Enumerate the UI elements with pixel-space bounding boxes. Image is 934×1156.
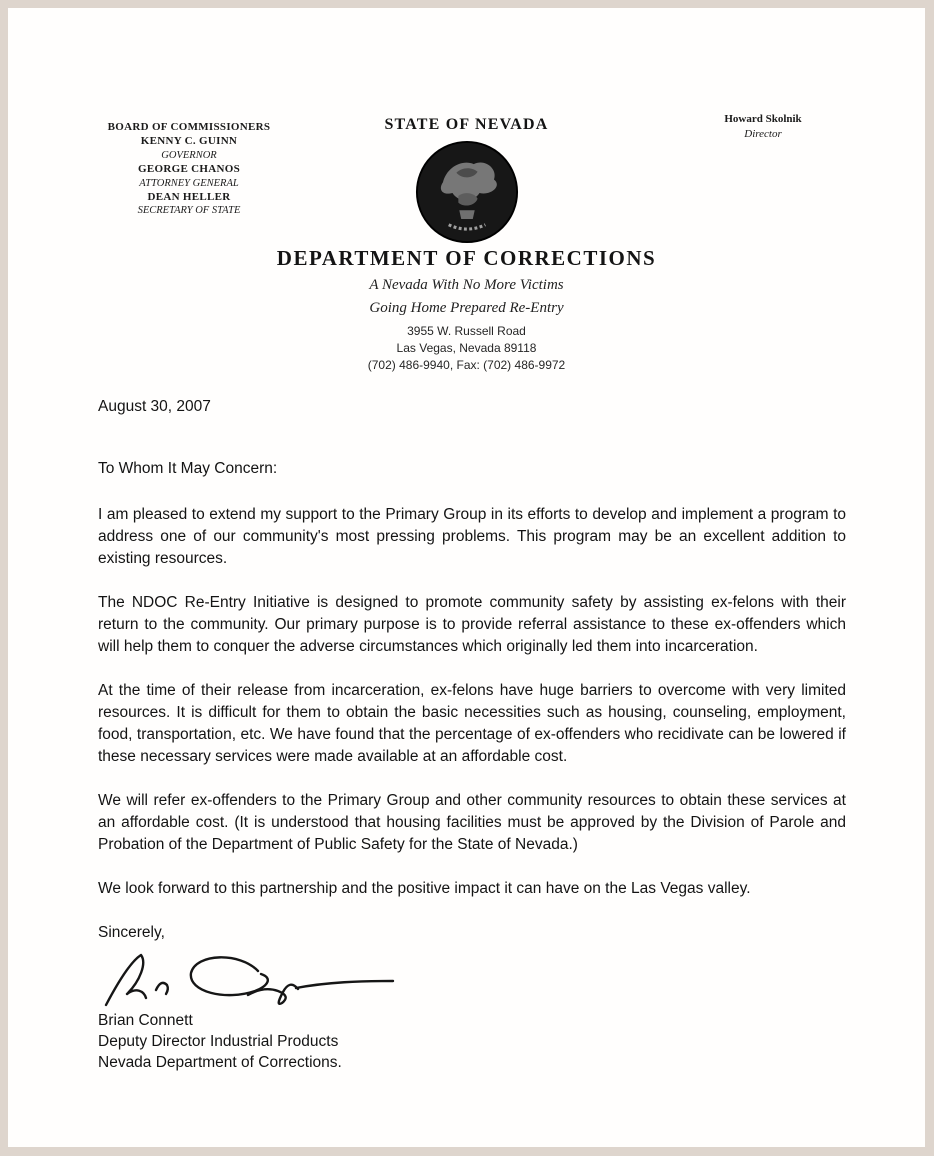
address-city: Las Vegas, Nevada 89118 (396, 340, 537, 355)
paragraph-2: The NDOC Re-Entry Initiative is designed to promote community safety by assisting ex-felons with their return to the community. Our primary purpose is to provide referral assistance to these ex-offenders which will help them to conquer the adverse circumstances which originally led them into incarceration. (98, 594, 846, 655)
letter-body (98, 396, 846, 1073)
governor-name: KENNY C. GUINN (140, 135, 238, 148)
salutation: To Whom It May Concern: (98, 460, 278, 477)
handwritten-signature (100, 948, 400, 1010)
secretary-of-state-title: SECRETARY OF STATE (137, 205, 241, 217)
signature-block (98, 1010, 846, 1073)
attorney-general-title: ATTORNEY GENERAL (139, 177, 239, 189)
closing: Sincerely, (98, 924, 165, 941)
address-phone: (702) 486-9940, Fax: (702) 486-9972 (367, 357, 566, 372)
director-title: Director (744, 127, 782, 140)
signer-title: Deputy Director Industrial Products (98, 1033, 339, 1050)
address-block (8, 323, 925, 373)
paragraph-1: I am pleased to extend my support to the Primary Group in its efforts to develop and implement a program to address one of our community's most pressing problems. This program may be an excellent addition to existing resources. (98, 506, 846, 567)
letterhead-center (8, 116, 925, 373)
attorney-general-name: GEORGE CHANOS (138, 163, 240, 176)
motto-line-2: Going Home Prepared Re-Entry (369, 300, 564, 316)
letter-date: August 30, 2007 (98, 398, 211, 415)
signer-organization: Nevada Department of Corrections. (98, 1054, 342, 1071)
letter-paper (8, 8, 925, 1147)
board-heading: BOARD OF COMMISSIONERS (107, 121, 271, 133)
signer-name: Brian Connett (98, 1012, 193, 1029)
secretary-of-state-name: DEAN HELLER (147, 191, 231, 204)
address-street: 3955 W. Russell Road (407, 324, 526, 338)
state-title: STATE OF NEVADA (384, 116, 549, 133)
paragraph-5: We look forward to this partnership and the positive impact it can have on the Las Vegas valley. (98, 880, 751, 897)
paragraph-3: At the time of their release from incarceration, ex-felons have huge barriers to overcome with very limited resources. It is difficult for them to obtain the basic necessities such as housing, counseling, employment, food, transportation, etc. We have found that the percentage of ex-offenders who recidivate can be lowered if these necessary services were made available at an affordable cost. (98, 682, 846, 765)
governor-title: GOVERNOR (161, 149, 217, 161)
director-name: Howard Skolnik (724, 113, 802, 125)
motto-line-1: A Nevada With No More Victims (369, 277, 564, 293)
paragraph-4: We will refer ex-offenders to the Primary Group and other community resources to obtain these services at an affordable cost. (It is understood that housing facilities must be approved by the Division of Parole and Probation of the Department of Public Safety for the State of Nevada.) (98, 792, 846, 853)
nevada-state-seal-icon (414, 140, 520, 244)
department-title: DEPARTMENT OF CORRECTIONS (276, 246, 657, 270)
